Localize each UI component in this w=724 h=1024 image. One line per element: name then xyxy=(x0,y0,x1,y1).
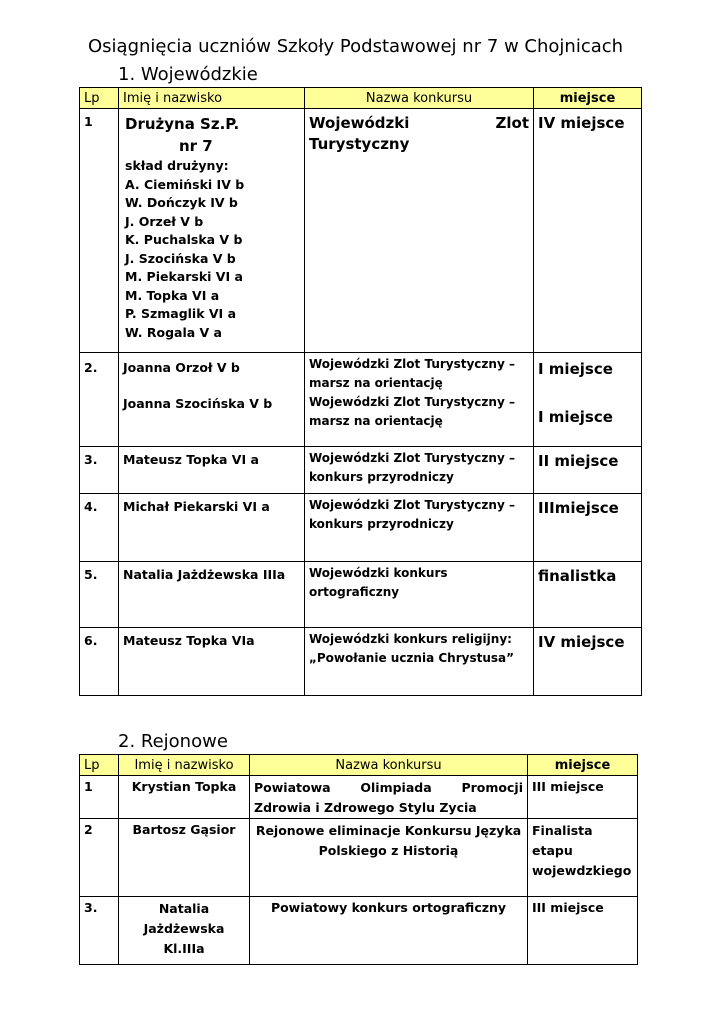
cell-place: II miejsce xyxy=(534,447,642,494)
contest-word: Olimpiada xyxy=(360,780,432,795)
table-row xyxy=(80,109,642,353)
cell-contest xyxy=(305,109,534,353)
team-members xyxy=(123,157,300,342)
header-name: Imię i nazwisko xyxy=(119,88,305,109)
cell-name: Natalia Jażdżewska IIIa xyxy=(119,562,305,628)
section-title-rejonowe: 2. Rejonowe xyxy=(118,731,228,752)
header-place: miejsce xyxy=(534,88,642,109)
team-name-line2: nr 7 xyxy=(179,137,213,155)
cell-lp: 3. xyxy=(80,897,119,965)
cell-place: IIImiejsce xyxy=(534,494,642,562)
cell-lp: 2. xyxy=(80,353,119,447)
cell-name: Mateusz Topka VIa xyxy=(119,628,305,696)
header-lp: Lp xyxy=(80,755,119,776)
cell-contest: Wojewódzki konkurs ortograficzny xyxy=(305,562,534,628)
member: W. Dończyk IV b xyxy=(125,195,238,210)
cell-name: Michał Piekarski VI a xyxy=(119,494,305,562)
contest-entry: Wojewódzki Zlot Turystyczny – marsz na orientację xyxy=(309,357,515,390)
table-rejonowe xyxy=(79,754,638,965)
cell-name: Bartosz Gąsior xyxy=(119,819,250,897)
place-entry: I miejsce xyxy=(538,360,613,378)
header-place: miejsce xyxy=(528,755,638,776)
contest-word: Wojewódzki xyxy=(309,114,410,132)
cell-contest: Rejonowe eliminacje Konkursu Języka Polskiego z Historią xyxy=(250,819,528,897)
member: M. Piekarski VI a xyxy=(125,269,243,284)
member: A. Ciemiński IV b xyxy=(125,176,245,192)
cell-name: Natalia Jażdżewska Kl.IIIa xyxy=(119,897,250,965)
cell-contest xyxy=(305,353,534,447)
table-row xyxy=(80,494,642,562)
contest-word: Zlot xyxy=(495,114,529,132)
member: M. Topka VI a xyxy=(125,287,220,303)
cell-contest: Wojewódzki konkurs religijny: „Powołanie ucznia Chrystusa” xyxy=(305,628,534,696)
header-lp: Lp xyxy=(80,88,119,109)
header-name: Imię i nazwisko xyxy=(119,755,250,776)
contest-line2: Turystyczny xyxy=(309,135,410,153)
cell-name xyxy=(119,109,305,353)
header-contest: Nazwa konkursu xyxy=(250,755,528,776)
members-label: skład drużyny: xyxy=(125,158,229,173)
cell-lp: 3. xyxy=(80,447,119,494)
table-header-row xyxy=(80,755,638,776)
table-row xyxy=(80,353,642,447)
table-row xyxy=(80,447,642,494)
cell-place: III miejsce xyxy=(528,776,638,819)
member: J. Orzeł V b xyxy=(125,213,204,229)
student-name: Joanna Szocińska V b xyxy=(123,396,273,411)
table-row xyxy=(80,776,638,819)
cell-lp: 1 xyxy=(80,776,119,819)
member: K. Puchalska V b xyxy=(125,232,243,247)
cell-place: finalistka xyxy=(534,562,642,628)
table-row xyxy=(80,562,642,628)
cell-contest: Powiatowy konkurs ortograficzny xyxy=(250,897,528,965)
cell-place: IV miejsce xyxy=(534,109,642,353)
member: P. Szmaglik VI a xyxy=(125,306,236,321)
contest-line1 xyxy=(309,113,529,134)
contest-line1 xyxy=(254,778,523,798)
page-title: Osiągnięcia uczniów Szkoły Podstawowej nr 7 w Chojnicach xyxy=(88,36,624,57)
cell-contest xyxy=(250,776,528,819)
team-name-line1: Drużyna Sz.P. xyxy=(125,115,240,133)
student-name: Joanna Orzoł V b xyxy=(123,360,240,375)
table-header-row xyxy=(80,88,642,109)
cell-lp: 2 xyxy=(80,819,119,897)
cell-lp: 4. xyxy=(80,494,119,562)
section-title-wojewodzkie: 1. Wojewódzkie xyxy=(118,64,258,85)
cell-contest: Wojewódzki Zlot Turystyczny – konkurs przyrodniczy xyxy=(305,494,534,562)
table-row xyxy=(80,819,638,897)
member: J. Szocińska V b xyxy=(125,250,236,266)
header-contest: Nazwa konkursu xyxy=(305,88,534,109)
contest-word: Powiatowa xyxy=(254,780,331,795)
cell-place: Finalista etapu wojewdzkiego xyxy=(528,819,638,897)
table-wojewodzkie xyxy=(79,87,642,696)
contest-word: Promocji xyxy=(461,780,523,795)
contest-line2: Zdrowia i Zdrowego Stylu Zycia xyxy=(254,800,477,815)
table-row xyxy=(80,628,642,696)
cell-name xyxy=(119,353,305,447)
member: W. Rogala V a xyxy=(125,324,222,340)
cell-name: Mateusz Topka VI a xyxy=(119,447,305,494)
table-row xyxy=(80,897,638,965)
cell-lp: 5. xyxy=(80,562,119,628)
cell-contest: Wojewódzki Zlot Turystyczny – konkurs przyrodniczy xyxy=(305,447,534,494)
cell-place: IV miejsce xyxy=(534,628,642,696)
cell-place: III miejsce xyxy=(528,897,638,965)
cell-lp: 1 xyxy=(80,109,119,353)
contest-entry: Wojewódzki Zlot Turystyczny – marsz na orientację xyxy=(309,395,515,428)
place-entry: I miejsce xyxy=(538,408,613,426)
cell-name: Krystian Topka xyxy=(119,776,250,819)
cell-place xyxy=(534,353,642,447)
cell-lp: 6. xyxy=(80,628,119,696)
